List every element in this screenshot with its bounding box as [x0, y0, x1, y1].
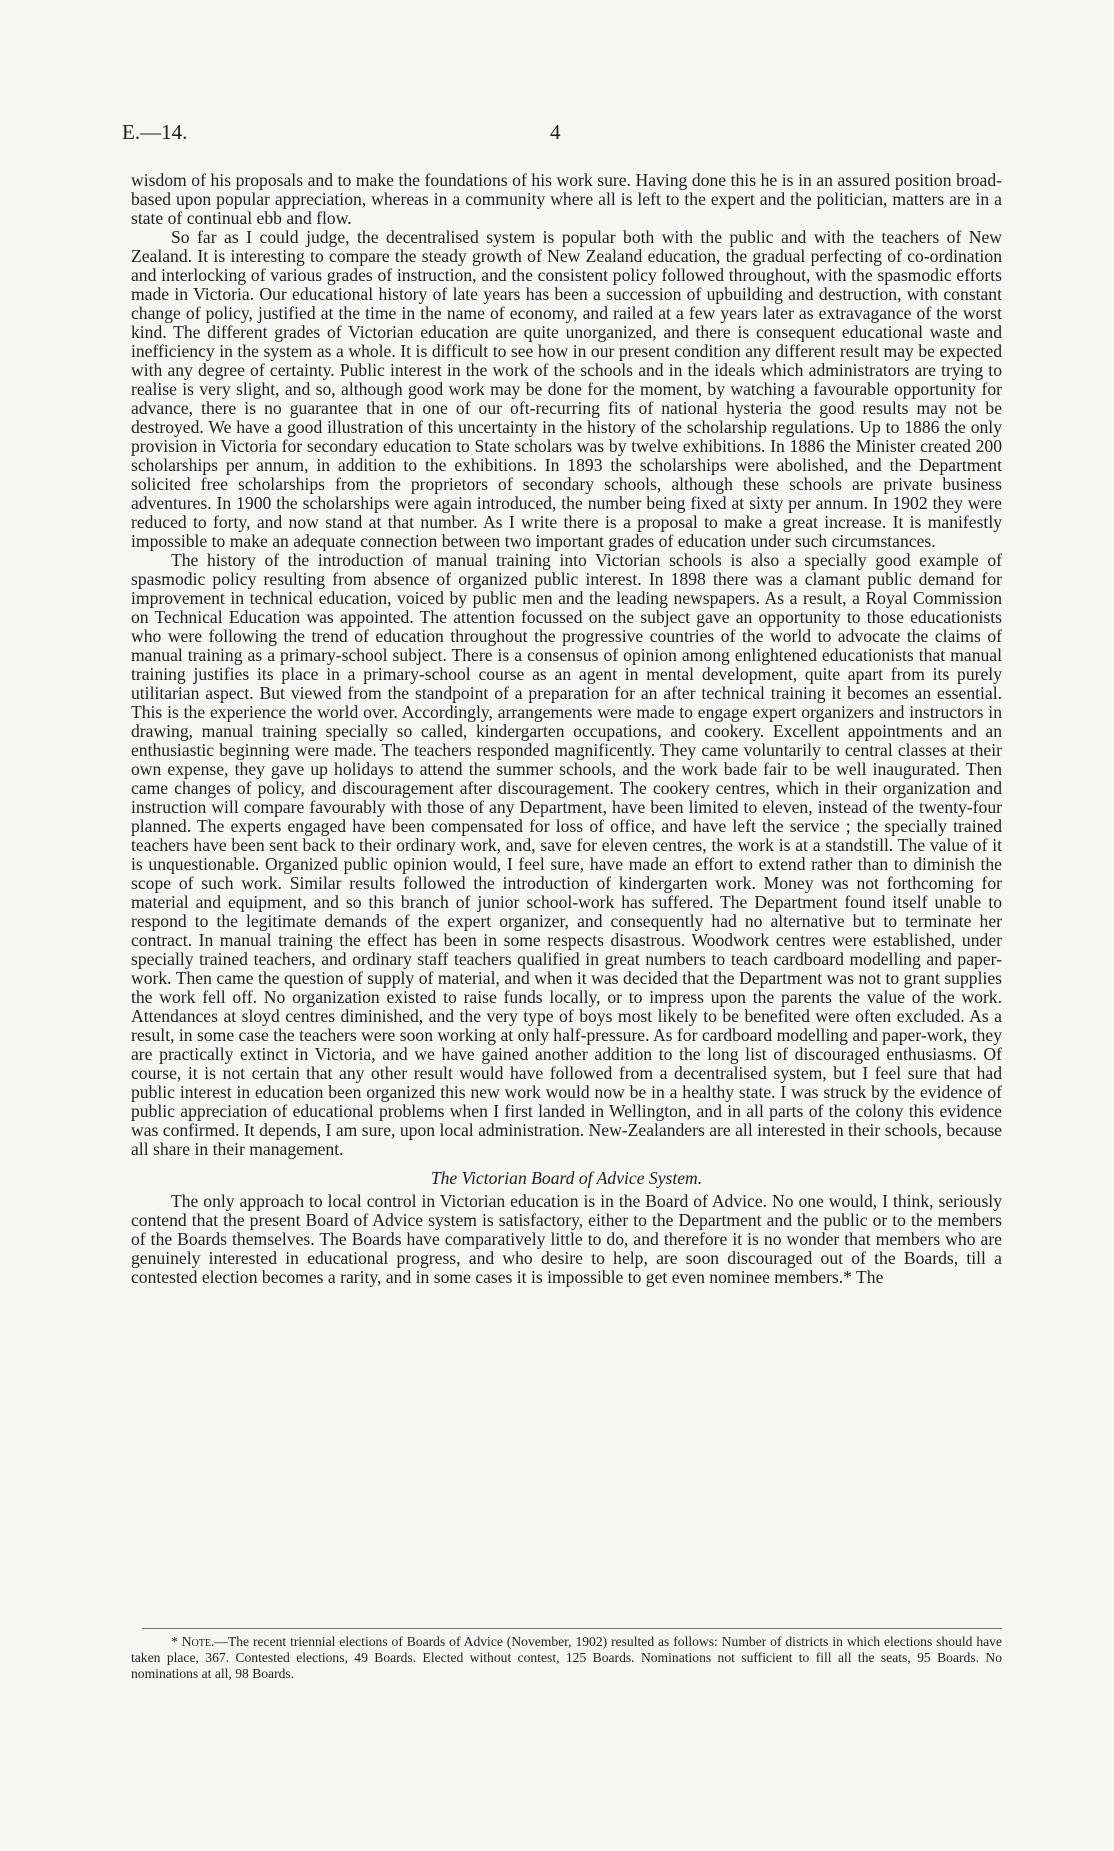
- section-heading: The Victorian Board of Advice System.: [430, 1168, 703, 1188]
- footnote-text: —The recent triennial elections of Boards of Advice (November, 1902) resulted as follows: Number of districts in which elections should have taken place, 367. Contested elections, 49 Boards. Elected without contest, 125 Boards. Nominations not sufficient to fill all the seats, 95 Boards. No nominations at all, 98 Boards.: [131, 1634, 1002, 1681]
- footnote: [131, 1634, 1002, 1682]
- footnote-label: * Note.: [171, 1634, 215, 1649]
- page-number: 4: [550, 120, 561, 144]
- paragraph-board-of-advice: The only approach to local control in Victorian education is in the Board of Advice. No one would, I think, seriously contend that the present Board of Advice system is satisfactory, either to the Department and the public or to the members of the Boards themselves. The Boards have comparatively little to do, and therefore it is no wonder that members who are genuinely interested in educational progress, and who desire to help, are soon discouraged out of the Boards, till a contested election becomes a rarity, and in some cases it is impossible to get even nominee members.* The: [131, 1191, 1002, 1287]
- paragraph-manual-training: The history of the introduction of manual training into Victorian schools is also a specially good example of spasmodic policy resulting from absence of organized public interest. In 1898 there was a clamant public demand for improvement in technical education, voiced by public men and the leading newspapers. As a result, a Royal Commission on Technical Education was appointed. The attention focussed on the subject gave an opportunity to those educationists who were following the trend of education throughout the progressive countries of the world to advocate the claims of manual training as a primary-school subject. There is a consensus of opinion among enlightened educationists that manual training justifies its place in a primary-school course as an agent in mental development, quite apart from its purely utilitarian aspect. But viewed from the standpoint of a preparation for an after technical training it becomes an essential. This is the experience the world over. Accordingly, arrangements were made to engage expert organizers and instructors in drawing, manual training specially so called, kindergarten occupations, and cookery. Excellent appointments and an enthusiastic beginning were made. The teachers responded magnificently. They came voluntarily to central classes at their own expense, they gave up holidays to attend the summer schools, and the work bade fair to be well inaugurated. Then came changes of policy, and discouragement after discouragement. The cookery centres, which in their organization and instruction will compare favourably with those of any Department, have been limited to eleven, instead of the twenty-four planned. The experts engaged have been compensated for loss of office, and have left the service ; the specially trained teachers have been sent back to their ordinary work, and, save for eleven centres, the work is at a standstill. The value of it is unquestionable. Organized public opinion would, I feel sure, have made an effort to extend rather than to diminish the scope of such work. Similar results followed the introduction of kindergarten work. Money was not forthcoming for material and equipment, and so this branch of junior school-work has suffered. The Department found itself unable to respond to the legitimate demands of the expert organizer, and consequently had no alternative but to terminate her contract. In manual training the effect has been in some respects disastrous. Woodwork centres were established, under specially trained teachers, and ordinary staff teachers qualified in great numbers to teach cardboard modelling and paper-work. Then came the question of supply of material, and when it was decided that the Department was not to grant supplies the work fell off. No organization existed to raise funds locally, or to impress upon the parents the value of the work. Attendances at sloyd centres diminished, and the very type of boys most likely to be benefited were often excluded. As a result, in some case the teachers were soon working at only half-pressure. As for cardboard modelling and paper-work, they are practically extinct in Victoria, and we have gained another addition to the long list of discouraged enthusiasms. Of course, it is not certain that any other result would have followed from a decentralised system, but I feel sure that had public interest in education been organized this new work would now be in a healthy state. I was struck by the evidence of public appreciation of educational problems when I first landed in Wellington, and in all parts of the colony this evidence was confirmed. It depends, I am sure, upon local administration. New-Zealanders are all interested in their schools, because all share in their management.: [131, 550, 1002, 1159]
- paragraph-decentralised-system: So far as I could judge, the decentralised system is popular both with the public and with the teachers of New Zealand. It is interesting to compare the steady growth of New Zealand education, the gradual perfecting of co-ordination and interlocking of various grades of instruction, and the consistent policy followed throughout, with the spasmodic efforts made in Victoria. Our educational history of late years has been a succession of upbuilding and destruction, with constant change of policy, justified at the time in the name of economy, and railed at a few years later as extravagance of the worst kind. The different grades of Victorian education are quite unorganized, and there is consequent educational waste and inefficiency in the system as a whole. It is difficult to see how in our present condition any different result may be expected with any degree of certainty. Public interest in the work of the schools and in the ideals which administrators are trying to realise is very slight, and so, although good work may be done for the moment, by watching a favourable opportunity for advance, there is no guarantee that in one of our oft-recurring fits of national hysteria the good results may not be destroyed. We have a good illustration of this uncertainty in the history of the scholarship regulations. Up to 1886 the only provision in Victoria for secondary education to State scholars was by twelve exhibitions. In 1886 the Minister created 200 scholarships per annum, in addition to the exhibitions. In 1893 the scholarships were abolished, and the Department solicited free scholarships from the proprietors of secondary schools, although these schools are private business adventures. In 1900 the scholarships were again introduced, the number being fixed at sixty per annum. In 1902 they were reduced to forty, and now stand at that number. As I write there is a proposal to make a great increase. It is manifestly impossible to make an adequate connection between two important grades of education under such circumstances.: [131, 227, 1002, 551]
- footnote-divider: [142, 1628, 1002, 1629]
- page-header: [122, 120, 1002, 150]
- paragraph-continuation: wisdom of his proposals and to make the foundations of his work sure. Having done this he is in an assured position broad-based upon popular appreciation, whereas in a community where all is left to the expert and the politician, matters are in a state of continual ebb and flow.: [131, 170, 1002, 228]
- body-text: [131, 171, 1002, 1287]
- document-reference: E.—14.: [122, 120, 188, 144]
